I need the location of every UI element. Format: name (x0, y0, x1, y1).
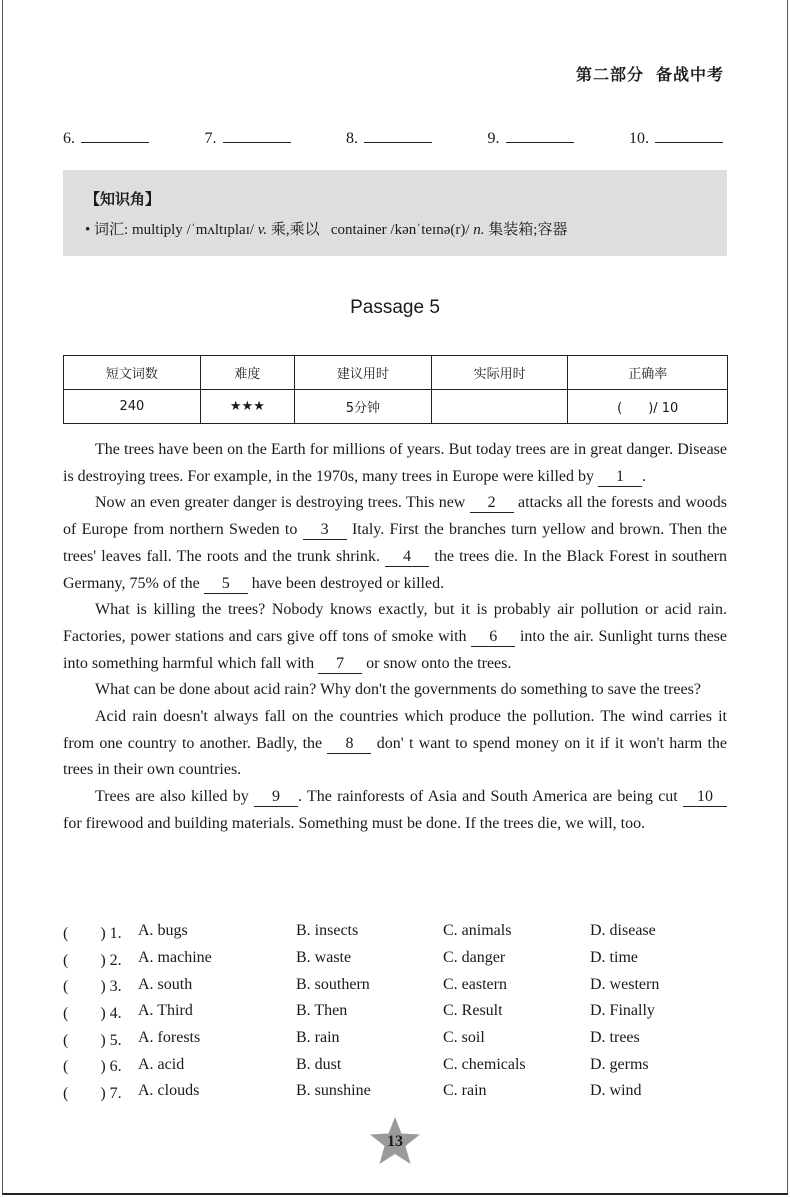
table-header-row (64, 356, 728, 390)
table-header: 建议用时 (295, 356, 432, 390)
answer-blank[interactable]: 8. (346, 128, 432, 148)
passage-text: the trees die. In the Black Forest in southern Germany, 75% of the (63, 547, 727, 592)
option-a[interactable]: A. machine (138, 949, 212, 967)
option-c[interactable]: C. animals (443, 922, 512, 940)
passage-text: or snow onto the trees. (362, 654, 512, 672)
table-header: 正确率 (568, 356, 728, 390)
passage-text: Italy. First the branches turn yellow and brown. Then the trees' leaves fall. The roots and the trunk shrink. (63, 521, 728, 565)
option-b[interactable]: B. Then (296, 1002, 348, 1020)
blank-10[interactable]: 10 (683, 788, 727, 807)
answer-slot[interactable] (63, 973, 138, 996)
option-b[interactable]: B. southern (296, 975, 370, 993)
option-d[interactable]: D. germs (590, 1055, 649, 1073)
table-header: 难度 (200, 356, 294, 390)
paragraph (63, 784, 727, 837)
passage-text: Trees are also killed by (95, 788, 254, 806)
option-a[interactable]: A. Third (138, 1002, 193, 1020)
question-row (63, 971, 743, 998)
blank-2[interactable]: 2 (470, 494, 514, 513)
answer-blank[interactable]: 7. (205, 128, 291, 148)
blank-7[interactable]: 7 (318, 655, 362, 674)
answer-slot[interactable] (63, 1000, 138, 1023)
option-a[interactable]: A. bugs (138, 922, 188, 940)
question-number: 2. (109, 951, 122, 969)
passage-text: for firewood and building materials. Something must be done. If the trees die, we will, too. (63, 814, 646, 832)
header-title: 备战中考 (655, 65, 724, 84)
paragraph (63, 677, 727, 704)
passage-text: have been destroyed or killed. (247, 574, 445, 592)
passage-text: Acid rain doesn't always fall on the countries which produce the pollution. The wind carries it from one country to another. Badly, the (63, 708, 727, 752)
table-cell: ★★★ (200, 390, 294, 424)
knowledge-box (63, 170, 727, 256)
passage-title: Passage 5 (350, 297, 440, 318)
option-b[interactable]: B. dust (296, 1055, 342, 1073)
option-c[interactable]: C. chemicals (443, 1055, 526, 1073)
answer-blank[interactable]: 10. (629, 128, 723, 148)
answer-slot[interactable] (63, 1053, 138, 1076)
option-d[interactable]: D. trees (590, 1029, 640, 1047)
table-cell[interactable]: ( )/ 10 (568, 390, 728, 424)
paragraph (63, 597, 727, 677)
table-cell: 240 (64, 390, 201, 424)
question-number: 4. (109, 1004, 122, 1022)
passage-text: . (641, 467, 646, 485)
option-d[interactable]: D. time (590, 949, 638, 967)
table-cell[interactable] (431, 390, 568, 424)
question-row (63, 1025, 743, 1052)
passage-body (63, 437, 727, 838)
option-a[interactable]: A. forests (138, 1029, 201, 1047)
answer-slot[interactable] (63, 947, 138, 970)
table-cell: 5分钟 (295, 390, 432, 424)
blank-9[interactable]: 9 (254, 788, 298, 807)
knowledge-title: 【知识角】 (85, 190, 161, 208)
option-b[interactable]: B. waste (296, 949, 352, 967)
answer-slot[interactable] (63, 920, 138, 943)
blank-5[interactable]: 5 (204, 575, 248, 594)
blank-1[interactable]: 1 (598, 468, 642, 487)
vocab-line: • 词汇: multiply /ˈmʌltɪplaɪ/ v. 乘,乘以 container /kənˈteɪnə(r)/ n. 集装箱;容器 (85, 222, 568, 238)
answer-slot[interactable] (63, 1027, 138, 1050)
answer-blank[interactable]: 6. (63, 128, 149, 148)
answer-slot[interactable] (63, 1080, 138, 1103)
answer-paren: ( ) (63, 924, 106, 942)
answer-paren: ( ) (63, 1058, 106, 1076)
paragraph (63, 437, 727, 490)
passage-text: into the air. Sunlight turns these into something harmful which fall with (63, 627, 728, 672)
blank-6[interactable]: 6 (471, 628, 515, 647)
table-header: 实际用时 (431, 356, 568, 390)
option-b[interactable]: B. sunshine (296, 1082, 371, 1100)
question-row (63, 918, 743, 945)
answer-paren: ( ) (63, 951, 106, 969)
table-row (64, 390, 728, 424)
option-c[interactable]: C. soil (443, 1029, 485, 1047)
answer-paren: ( ) (63, 978, 106, 996)
info-table (63, 355, 728, 424)
option-c[interactable]: C. eastern (443, 975, 507, 993)
passage-text: What is killing the trees? Nobody knows exactly, but it is probably air pollution or acid rain. Factories, power stations and cars give off tons of smoke with (63, 601, 727, 645)
answer-paren: ( ) (63, 1004, 106, 1022)
answer-paren: ( ) (63, 1084, 106, 1102)
question-number: 5. (109, 1031, 122, 1049)
passage-text: don' t want to spend money on it if it won't harm the trees in their own countries. (63, 734, 728, 779)
question-row (63, 1078, 743, 1105)
question-row (63, 945, 743, 972)
running-header (564, 62, 724, 85)
passage-text: attacks all the forests and woods of Europe from northern Sweden to (63, 494, 727, 539)
option-a[interactable]: A. clouds (138, 1082, 200, 1100)
option-c[interactable]: C. rain (443, 1082, 487, 1100)
option-b[interactable]: B. insects (296, 922, 359, 940)
question-number: 1. (109, 924, 122, 942)
question-options (63, 918, 743, 1105)
question-row (63, 1051, 743, 1078)
option-d[interactable]: D. western (590, 975, 660, 993)
bullet-icon: • (85, 222, 91, 238)
blank-3[interactable]: 3 (303, 521, 347, 540)
option-d[interactable]: D. wind (590, 1082, 642, 1100)
blank-4[interactable]: 4 (385, 548, 429, 567)
header-part: 第二部分 (575, 65, 644, 84)
blank-8[interactable]: 8 (327, 735, 371, 754)
passage-text: What can be done about acid rain? Why don't the governments do something to save the trees? (95, 681, 701, 699)
question-row (63, 998, 743, 1025)
paragraph (63, 704, 727, 784)
option-c[interactable]: C. Result (443, 1002, 503, 1020)
question-number: 3. (109, 978, 122, 996)
page-number: 13 (387, 1133, 403, 1150)
option-c[interactable]: C. danger (443, 949, 506, 967)
option-d[interactable]: D. Finally (590, 1002, 655, 1020)
question-number: 6. (109, 1058, 122, 1076)
table-header: 短文词数 (64, 356, 201, 390)
answer-blanks (63, 128, 723, 148)
paragraph (63, 490, 727, 597)
passage-text: Now an even greater danger is destroying trees. This new (95, 494, 470, 512)
option-b[interactable]: B. rain (296, 1029, 340, 1047)
answer-paren: ( ) (63, 1031, 106, 1049)
option-a[interactable]: A. acid (138, 1055, 185, 1073)
passage-text: The trees have been on the Earth for millions of years. But today trees are in great danger. Disease is destroying trees. For example, in the 1970s, many trees in Europe were killed by (63, 441, 727, 485)
option-a[interactable]: A. south (138, 975, 193, 993)
answer-blank[interactable]: 9. (488, 128, 574, 148)
question-number: 7. (109, 1084, 122, 1102)
option-d[interactable]: D. disease (590, 922, 656, 940)
passage-text: . The rainforests of Asia and South America are being cut (298, 788, 683, 806)
